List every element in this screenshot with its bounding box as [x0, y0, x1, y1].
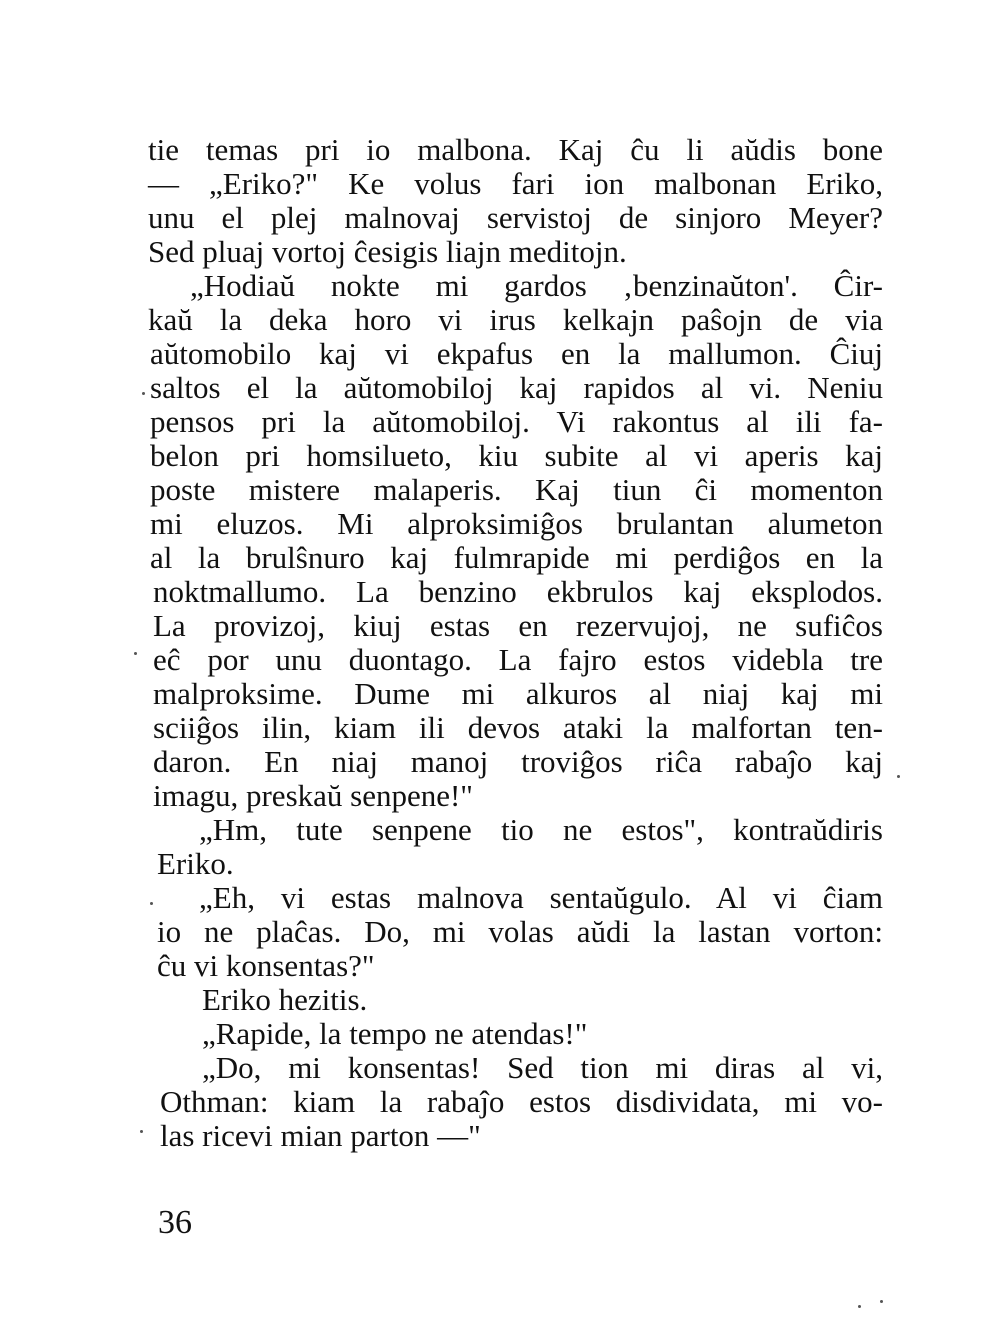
text-line: „Do, mi konsentas! Sed tion mi diras al vi, [202, 1050, 883, 1085]
text-line: io ne plaĉas. Do, mi volas aŭdi la lastan vorton: [157, 914, 883, 949]
text-line: „Eh, vi estas malnova sentaŭgulo. Al vi ĉiam [199, 880, 883, 915]
text-line: Eriko. [157, 846, 234, 881]
scan-speck [134, 652, 137, 655]
text-line: poste mistere malaperis. Kaj tiun ĉi momenton [150, 472, 883, 507]
text-line: mi eluzos. Mi alproksimiĝos brulantan alumeton [150, 506, 883, 541]
page-number: 36 [158, 1204, 192, 1241]
scan-speck [880, 1300, 883, 1303]
text-line: Eriko hezitis. [202, 982, 368, 1017]
text-line: pensos pri la aŭtomobiloj. Vi rakontus al ili fa- [150, 404, 883, 439]
text-line: malproksime. Dume mi alkuros al niaj kaj mi [153, 676, 883, 711]
text-line: — „Eriko?" Ke volus fari ion malbonan Eriko, [148, 166, 883, 201]
scan-speck [897, 775, 900, 778]
text-line: las ricevi mian parton —" [160, 1118, 481, 1153]
scan-speck [140, 1130, 143, 1133]
text-line: aŭtomobilo kaj vi ekpafus en la mallumon. Ĉiuj [150, 336, 883, 371]
text-line: tie temas pri io malbona. Kaj ĉu li aŭdis bone [148, 132, 883, 167]
scan-speck [150, 902, 153, 905]
text-line: daron. En niaj manoj troviĝos riĉa rabaĵo kaj [153, 744, 883, 779]
scan-speck [858, 1305, 861, 1308]
text-line: eĉ por unu duontago. La fajro estos videbla tre [153, 642, 883, 677]
text-line: sciiĝos ilin, kiam ili devos ataki la malfortan ten- [153, 710, 883, 745]
text-line: Sed pluaj vortoj ĉesigis liajn meditojn. [148, 234, 627, 269]
text-line: „Rapide, la tempo ne atendas!" [202, 1016, 588, 1051]
text-line: noktmallumo. La benzino ekbrulos kaj eksplodos. [153, 574, 883, 609]
text-line: al la brulŝnuro kaj fulmrapide mi perdiĝos en la [150, 540, 883, 575]
scan-speck [142, 392, 145, 395]
text-line: imagu, preskaŭ senpene!" [153, 778, 473, 813]
text-line: saltos el la aŭtomobiloj kaj rapidos al vi. Neniu [150, 370, 883, 405]
text-line: ĉu vi konsentas?" [157, 948, 375, 983]
text-line: unu el plej malnovaj servistoj de sinjoro Meyer? [148, 200, 883, 235]
body-text [148, 133, 883, 1153]
text-line: kaŭ la deka horo vi irus kelkajn paŝojn de via [148, 302, 883, 337]
text-line: „Hodiaŭ nokte mi gardos ‚benzinaŭton'. Ĉir- [190, 268, 883, 303]
text-line: „Hm, tute senpene tio ne estos", kontraŭdiris [199, 812, 883, 847]
text-line: La provizoj, kiuj estas en rezervujoj, ne sufiĉos [153, 608, 883, 643]
text-line: belon pri homsilueto, kiu subite al vi aperis kaj [150, 438, 883, 473]
text-line: Othman: kiam la rabaĵo estos disdividata, mi vo- [160, 1084, 883, 1119]
